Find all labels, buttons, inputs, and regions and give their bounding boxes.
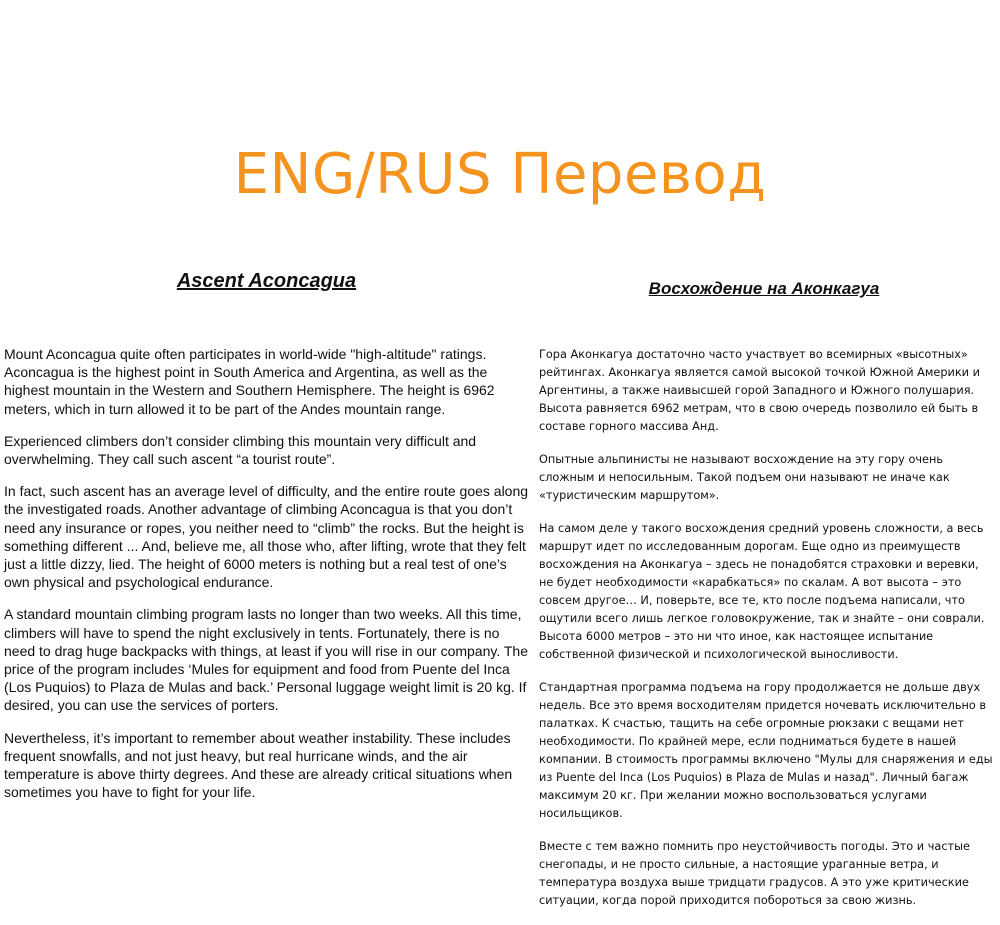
russian-paragraph-1: Гора Аконкагуа достаточно часто участвует во всемирных «высотных» рейтингах. Аконкагуа является самой высокой точкой Южной Америки и Аргентины, а также наивысшей горой Западного и Южного полушария. Высота равняется 6962 метрам, что в свою очередь позволило ей быть в составе горного массива Анд. [539,348,980,433]
russian-text [539,346,994,925]
page-title: ENG/RUS Перевод [233,142,767,207]
english-paragraph-3: In fact, such ascent has an average level of difficulty, and the entire route goes along the investigated roads. Another advantage of climbing Aconcagua is that you don’t need any insurance or ropes, you neither need to “climb” the rocks. But the height is something different ... And, believe me, all those who, after lifting, wrote that they felt just a little dizzy, lied. The height of 6000 meters is nothing but a real test of one’s own physical and psychological endurance. [4,483,529,591]
english-paragraph-1: Mount Aconcagua quite often participates in world-wide "high-altitude" ratings. Aconcagua is the highest point in South America and Argentina, as well as the highest mountain in the Western and Southern Hemisphere. The height is 6962 meters, which in turn allowed it to be part of the Andes mountain range. [4,346,495,417]
english-heading: Ascent Aconcagua [176,270,357,292]
russian-paragraph-5: Вместе с тем важно помнить про неустойчивость погоды. Это и частые снегопады, и не просто сильные, а настоящие ураганные ветра, и температура воздуха выше тридцати градусов. А это уже критические ситуации, когда порой приходится побороться за свою жизнь. [539,840,970,907]
russian-paragraph-3: На самом деле у такого восхождения средний уровень сложности, а весь маршрут идет по исследованным дорогам. Еще одно из преимуществ восхождения на Аконкагуа – здесь не понадобятся страховки и веревки, не будет необходимости «карабкаться» по скалам. А вот высота – это совсем другое… И, поверьте, все те, кто после подъема написали, что ощутили всего лишь легкое головокружение, так и знайте – они соврали. Высота 6000 метров – это ни что иное, как настоящее испытание собственной физической и психологической выносливости. [539,522,985,661]
english-text [4,345,529,815]
english-paragraph-2: Experienced climbers don’t consider climbing this mountain very difficult and overwhelming. They call such ascent “a tourist route”. [4,432,477,468]
english-paragraph-4: A standard mountain climbing program lasts no longer than two weeks. All this time, climbers will have to spend the night exclusively in tents. Fortunately, there is no need to drag huge backpacks with things, at least if you will rise in our company. The price of the program includes ‘Mules for equipment and food from Puente del Inca (Los Puquios) to Plaza de Mulas and back.’ Personal luggage weight limit is 20 kg. If desired, you can use the services of porters. [4,606,528,714]
russian-paragraph-4: Стандартная программа подъема на гору продолжается не дольше двух недель. Все это время восходителям придется ночевать исключительно в палатках. К счастью, тащить на себе огромные рюкзаки с вещами нет необходимости. По крайней мере, если подниматься будете в нашей компании. В стоимость программы включено "Мулы для снаряжения и еды из Puente del Inca (Los Puquios) в Plaza de Mulas и назад". Личный багаж максимум 20 кг. При желании можно воспользоваться услугами носильщиков. [539,681,993,820]
russian-heading: Восхождение на Аконкагуа [648,279,880,298]
english-paragraph-5: Nevertheless, it’s important to remember about weather instability. These includes frequent snowfalls, and not just heavy, but real hurricane winds, and the air temperature is above thirty degrees. And these are already critical situations when sometimes you have to fight for your life. [4,729,513,801]
russian-paragraph-2: Опытные альпинисты не называют восхождение на эту гору очень сложным и непосильным. Такой подъем они называют не иначе как «туристическим маршрутом». [539,453,950,502]
